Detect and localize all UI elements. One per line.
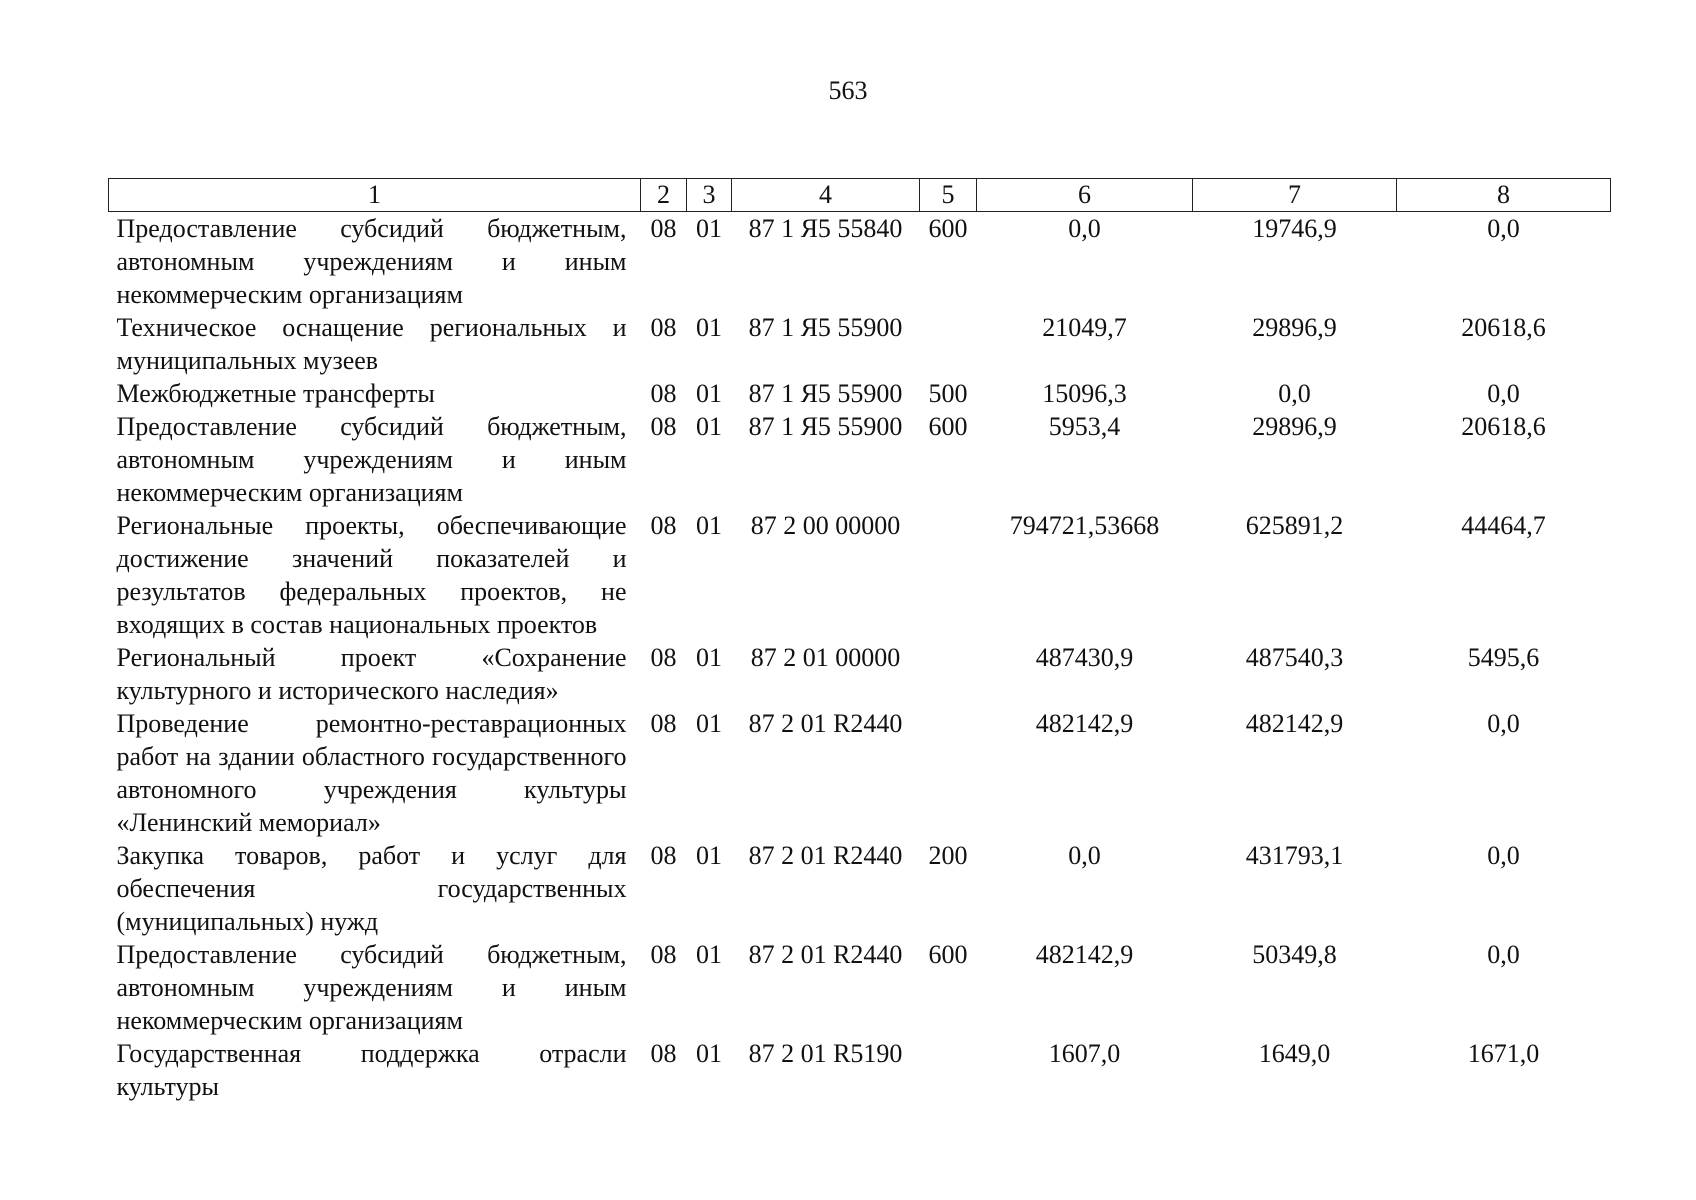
header-col-5: 5 [920, 179, 977, 212]
row-target-code: 87 1 Я5 55840 [748, 214, 903, 243]
row-subsection: 01 [696, 511, 722, 540]
row-section: 08 [650, 412, 677, 441]
row-target-code: 87 2 01 R2440 [748, 841, 903, 870]
row-section: 08 [650, 1039, 677, 1068]
row-subsection: 01 [696, 940, 722, 969]
row-target-code: 87 1 Я5 55900 [748, 379, 903, 408]
row-section: 08 [650, 511, 677, 540]
row-name: Предоставление субсидий бюджетным, автономным учреждениям и иным некоммерческим организациям [116, 940, 627, 1035]
header-col-1: 1 [109, 179, 641, 212]
header-col-4: 4 [732, 179, 920, 212]
budget-table [108, 178, 1611, 1103]
row-section: 08 [650, 214, 677, 243]
row-subsection: 01 [696, 841, 722, 870]
row-expense-type [920, 707, 977, 839]
row-target-code: 87 2 00 00000 [750, 511, 901, 540]
row-section: 08 [650, 709, 677, 738]
row-expense-type [920, 641, 977, 707]
header-row [109, 179, 1611, 212]
table-row [109, 212, 1611, 312]
row-expense-type: 600 [928, 412, 968, 441]
row-section: 08 [650, 313, 677, 342]
row-target-code: 87 1 Я5 55900 [748, 412, 903, 441]
row-section: 08 [650, 841, 677, 870]
row-subsection: 01 [696, 412, 722, 441]
row-amount-7: 29896,9 [1252, 412, 1337, 441]
row-amount-6: 0,0 [1068, 841, 1101, 870]
row-subsection: 01 [696, 379, 722, 408]
row-name: Региональный проект «Сохранение культурного и исторического наследия» [116, 643, 627, 705]
row-name: Региональные проекты, обеспечивающие достижение значений показателей и результатов федеральных проектов, не входящих в состав национальных проектов [116, 511, 627, 639]
row-name: Предоставление субсидий бюджетным, автономным учреждениям и иным некоммерческим организациям [116, 214, 627, 309]
row-amount-7: 482142,9 [1245, 709, 1344, 738]
row-amount-8: 20618,6 [1461, 412, 1546, 441]
row-subsection: 01 [696, 1039, 722, 1068]
row-name: Техническое оснащение региональных и муниципальных музеев [116, 313, 627, 375]
row-subsection: 01 [696, 643, 722, 672]
row-amount-6: 1607,0 [1048, 1039, 1121, 1068]
row-expense-type: 600 [928, 940, 968, 969]
row-section: 08 [650, 379, 677, 408]
row-amount-6: 482142,9 [1035, 709, 1134, 738]
row-amount-6: 794721,53668 [1009, 511, 1160, 540]
table-body [109, 212, 1611, 1104]
row-subsection: 01 [696, 709, 722, 738]
table-row [109, 641, 1611, 707]
page-number: 563 [828, 76, 868, 105]
table-row [109, 707, 1611, 839]
row-expense-type: 200 [928, 841, 968, 870]
row-expense-type [920, 1037, 977, 1103]
row-name: Предоставление субсидий бюджетным, автономным учреждениям и иным некоммерческим организациям [116, 412, 627, 507]
row-amount-8: 0,0 [1487, 841, 1520, 870]
row-target-code: 87 2 01 R2440 [748, 940, 903, 969]
row-name: Межбюджетные трансферты [116, 379, 435, 408]
row-amount-8: 0,0 [1487, 214, 1520, 243]
table-row [109, 311, 1611, 377]
row-amount-8: 1671,0 [1467, 1039, 1540, 1068]
table-row [109, 410, 1611, 509]
row-target-code: 87 1 Я5 55900 [748, 313, 903, 342]
row-amount-8: 0,0 [1487, 940, 1520, 969]
row-amount-6: 487430,9 [1035, 643, 1134, 672]
row-amount-7: 50349,8 [1252, 940, 1337, 969]
row-name: Проведение ремонтно-реставрационных работ на здании областного государственного автономного учреждения культуры «Ленинский мемориал» [116, 709, 627, 837]
row-subsection: 01 [696, 313, 722, 342]
row-amount-6: 482142,9 [1035, 940, 1134, 969]
row-section: 08 [650, 643, 677, 672]
row-amount-7: 0,0 [1278, 379, 1311, 408]
row-amount-8: 0,0 [1487, 709, 1520, 738]
header-col-3: 3 [687, 179, 732, 212]
table-row [109, 938, 1611, 1037]
header-col-7: 7 [1193, 179, 1397, 212]
table-row [109, 509, 1611, 641]
row-amount-8: 44464,7 [1461, 511, 1546, 540]
row-expense-type [920, 311, 977, 377]
row-amount-6: 15096,3 [1042, 379, 1127, 408]
row-target-code: 87 2 01 R5190 [748, 1039, 903, 1068]
row-expense-type: 500 [928, 379, 968, 408]
row-amount-8: 0,0 [1487, 379, 1520, 408]
row-amount-8: 20618,6 [1461, 313, 1546, 342]
header-col-2: 2 [641, 179, 687, 212]
row-amount-7: 625891,2 [1245, 511, 1344, 540]
row-target-code: 87 2 01 00000 [750, 643, 901, 672]
row-amount-6: 0,0 [1068, 214, 1101, 243]
row-amount-7: 1649,0 [1258, 1039, 1331, 1068]
table-row [109, 377, 1611, 410]
header-col-6: 6 [977, 179, 1193, 212]
table-row [109, 839, 1611, 938]
row-name: Государственная поддержка отрасли культуры [116, 1039, 627, 1101]
row-amount-7: 29896,9 [1252, 313, 1337, 342]
row-subsection: 01 [696, 214, 722, 243]
row-name: Закупка товаров, работ и услуг для обеспечения государственных (муниципальных) нужд [116, 841, 627, 936]
row-amount-7: 487540,3 [1245, 643, 1344, 672]
row-amount-7: 19746,9 [1252, 214, 1337, 243]
row-expense-type: 600 [928, 214, 968, 243]
row-target-code: 87 2 01 R2440 [748, 709, 903, 738]
row-amount-8: 5495,6 [1467, 643, 1540, 672]
row-section: 08 [650, 940, 677, 969]
row-amount-6: 5953,4 [1048, 412, 1121, 441]
table-row [109, 1037, 1611, 1103]
row-amount-6: 21049,7 [1042, 313, 1127, 342]
row-amount-7: 431793,1 [1245, 841, 1344, 870]
row-expense-type [920, 509, 977, 641]
header-col-8: 8 [1397, 179, 1611, 212]
